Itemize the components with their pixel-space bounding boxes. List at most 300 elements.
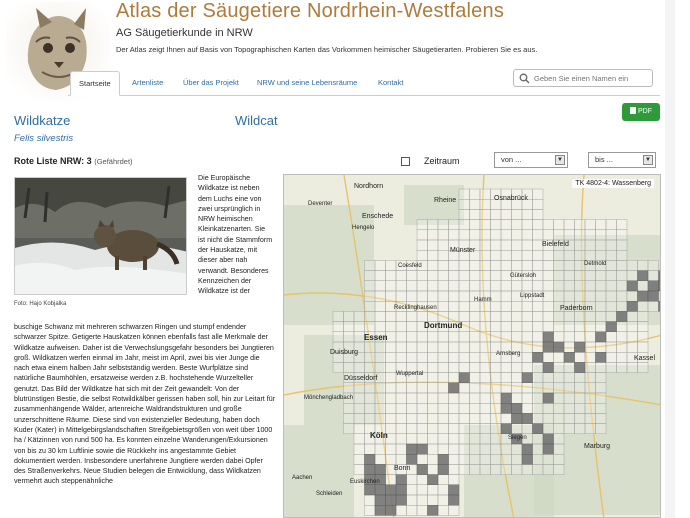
grid-cell xyxy=(417,393,428,403)
tab-kontakt[interactable]: Kontakt xyxy=(378,78,404,87)
grid-cell xyxy=(428,362,439,372)
grid-cell xyxy=(585,352,596,362)
grid-cell xyxy=(564,311,575,321)
grid-cell xyxy=(386,342,397,352)
grid-cell xyxy=(554,403,565,413)
grid-cell xyxy=(491,209,502,219)
tab-nrw-lebensraeume[interactable]: NRW und seine Lebensräume xyxy=(257,78,358,87)
grid-cell xyxy=(491,291,502,301)
occurrence-cell xyxy=(501,393,512,403)
grid-cell xyxy=(575,230,586,240)
tab-artenliste[interactable]: Artenliste xyxy=(132,78,164,87)
grid-cell xyxy=(596,311,607,321)
grid-cell xyxy=(386,260,397,270)
grid-cell xyxy=(554,413,565,423)
occurrence-cell xyxy=(512,403,523,413)
grid-cell xyxy=(596,413,607,423)
search-icon[interactable] xyxy=(519,73,530,84)
grid-cell xyxy=(459,393,470,403)
grid-cell xyxy=(386,444,397,454)
grid-cell xyxy=(375,352,386,362)
grid-cell xyxy=(543,281,554,291)
grid-cell xyxy=(438,362,449,372)
grid-cell xyxy=(438,413,449,423)
terrain-patch xyxy=(284,425,354,518)
occurrence-cell xyxy=(375,485,386,495)
map-city-label: Coesfeld xyxy=(398,263,422,269)
grid-cell xyxy=(396,434,407,444)
map-city-label: Aachen xyxy=(292,475,313,481)
grid-cell xyxy=(459,413,470,423)
occurrence-cell xyxy=(396,495,407,505)
map-city-label: Gütersloh xyxy=(510,273,537,279)
redlist-label: Rote Liste NRW: 3 xyxy=(14,156,92,166)
to-select[interactable] xyxy=(588,152,656,168)
grid-cell xyxy=(501,322,512,332)
species-text-main: buschige Schwanz mit mehreren schwarzen Ringen und stumpf endender schwarzer Spitze. Getigerte Hauskatzen können ebenfalls fast alle Merkmale der Wildkatze aufweisen. Daher ist die Verwechslungsgefahr besonders bei Jungtieren groß. Wildkatzen werfen einmal im Jahr, meist im April, zwei bis vier Junge die nach etwa einem halben Jahr selbstständig werden. Beste Wurfplätze sind natürliche Baumhöhlen, ersatzweise werden z.B. hochstehende Wurzelteller genutzt. Das Bild der Wildkatze hat sich mit der Zeit gewandelt: Von der blutrünstigen Bestie, die selbst Rotwildkälber gerissen haben soll, hin zur Leitart für zusammenhängende Wälder, artenreiche Waldrandstrukturen und große unzerschnittene Räume. Diese sind von existenzieller Bedeutung, haben doch Kuder (Kater) in Mittelgebirgslandschaften Streifgebietsgrößen von weit über 1000 ha / Kätzinnen von rund 500 ha. Es konnten einzelne Wanderungen/Exkursionen von bis zu 30 km Luftlinie sowie die Rückkehr ins angestammte Gebiet dokumentiert werden. Insbesondere unerfahrene Jungtiere werden dabei Opfer des Straßenverkehrs. Neue Studien belegen die Entwicklung, dass Wildkatzen vermehrt auch steppenähnliche xyxy=(14,323,276,486)
grid-cell xyxy=(501,250,512,260)
grid-cell xyxy=(522,383,533,393)
grid-cell xyxy=(449,291,460,301)
grid-cell xyxy=(554,332,565,342)
grid-cell xyxy=(428,332,439,342)
grid-cell xyxy=(480,424,491,434)
grid-cell xyxy=(417,424,428,434)
grid-cell xyxy=(554,373,565,383)
grid-cell xyxy=(417,230,428,240)
grid-cell xyxy=(470,199,481,209)
grid-cell xyxy=(386,352,397,362)
map-city-label: Deventer xyxy=(308,201,333,207)
grid-cell xyxy=(585,291,596,301)
grid-cell xyxy=(365,311,376,321)
grid-cell xyxy=(459,301,470,311)
grid-cell xyxy=(375,291,386,301)
grid-cell xyxy=(407,495,418,505)
grid-cell xyxy=(617,322,628,332)
from-select[interactable] xyxy=(494,152,568,168)
grid-cell xyxy=(449,424,460,434)
grid-cell xyxy=(543,260,554,270)
grid-cell xyxy=(428,352,439,362)
grid-cell xyxy=(501,240,512,250)
occurrence-cell xyxy=(575,362,586,372)
grid-cell xyxy=(533,362,544,372)
grid-cell xyxy=(344,424,355,434)
grid-cell xyxy=(554,260,565,270)
grid-cell xyxy=(375,271,386,281)
grid-cell xyxy=(596,301,607,311)
map-city-label: Paderborn xyxy=(560,305,593,312)
grid-cell xyxy=(365,281,376,291)
grid-cell xyxy=(564,424,575,434)
grid-cell xyxy=(480,240,491,250)
grid-cell xyxy=(554,230,565,240)
occurrence-cell xyxy=(533,424,544,434)
grid-cell xyxy=(596,424,607,434)
occurrence-cell xyxy=(501,424,512,434)
grid-cell xyxy=(606,311,617,321)
grid-cell xyxy=(428,403,439,413)
chevron-down-icon[interactable]: ▼ xyxy=(643,155,653,165)
grid-cell xyxy=(407,271,418,281)
grid-cell xyxy=(575,383,586,393)
grid-cell xyxy=(407,342,418,352)
grid-cell xyxy=(480,230,491,240)
grid-cell xyxy=(428,413,439,423)
grid-cell xyxy=(438,301,449,311)
grid-cell xyxy=(386,291,397,301)
grid-cell xyxy=(365,271,376,281)
grid-cell xyxy=(354,322,365,332)
distribution-map[interactable] xyxy=(283,174,661,518)
map-city-label: Osnabrück xyxy=(494,195,528,202)
grid-cell xyxy=(554,434,565,444)
grid-cell xyxy=(417,220,428,230)
grid-cell xyxy=(533,342,544,352)
occurrence-cell xyxy=(564,352,575,362)
occurrence-cell xyxy=(396,485,407,495)
grid-cell xyxy=(617,250,628,260)
grid-cell xyxy=(386,393,397,403)
occurrence-cell xyxy=(407,454,418,464)
grid-cell xyxy=(564,383,575,393)
grid-cell xyxy=(333,311,344,321)
grid-cell xyxy=(428,230,439,240)
occurrence-cell xyxy=(438,454,449,464)
grid-cell xyxy=(554,424,565,434)
grid-cell xyxy=(533,403,544,413)
grid-cell xyxy=(407,383,418,393)
grid-cell xyxy=(585,230,596,240)
grid-cell xyxy=(585,332,596,342)
grid-cell xyxy=(585,240,596,250)
grid-cell xyxy=(354,434,365,444)
grid-cell xyxy=(522,403,533,413)
grid-cell xyxy=(596,322,607,332)
grid-cell xyxy=(438,271,449,281)
occurrence-cell xyxy=(543,362,554,372)
grid-cell xyxy=(459,424,470,434)
grid-cell xyxy=(470,311,481,321)
grid-cell xyxy=(575,373,586,383)
grid-cell xyxy=(585,220,596,230)
map-city-label: Detmold xyxy=(584,261,607,267)
grid-cell xyxy=(585,322,596,332)
grid-cell xyxy=(428,281,439,291)
grid-cell xyxy=(354,444,365,454)
zeitraum-label: Zeitraum xyxy=(424,156,460,166)
grid-cell xyxy=(533,199,544,209)
map-city-label: Kassel xyxy=(634,355,656,362)
grid-cell xyxy=(564,342,575,352)
grid-cell xyxy=(501,311,512,321)
grid-cell xyxy=(365,495,376,505)
grid-cell xyxy=(606,352,617,362)
grid-cell xyxy=(617,342,628,352)
grid-cell xyxy=(575,424,586,434)
grid-cell xyxy=(522,393,533,403)
grid-cell xyxy=(522,260,533,270)
grid-cell xyxy=(438,485,449,495)
map-city-label: Hamm xyxy=(474,297,492,303)
grid-cell xyxy=(396,393,407,403)
grid-cell xyxy=(575,220,586,230)
grid-cell xyxy=(512,281,523,291)
chevron-down-icon[interactable]: ▼ xyxy=(555,155,565,165)
grid-cell xyxy=(564,271,575,281)
grid-cell xyxy=(564,393,575,403)
grid-cell xyxy=(354,362,365,372)
grid-cell xyxy=(386,403,397,413)
grid-cell xyxy=(375,393,386,403)
wildcat-photo-image xyxy=(15,178,187,295)
grid-cell xyxy=(396,424,407,434)
grid-cell xyxy=(438,250,449,260)
grid-cell xyxy=(459,383,470,393)
grid-cell xyxy=(365,301,376,311)
occurrence-cell xyxy=(638,271,649,281)
occurrence-cell xyxy=(522,444,533,454)
grid-cell xyxy=(585,393,596,403)
grid-cell xyxy=(596,393,607,403)
grid-cell xyxy=(428,424,439,434)
grid-cell xyxy=(459,403,470,413)
grid-cell xyxy=(554,322,565,332)
grid-cell xyxy=(354,424,365,434)
grid-cell xyxy=(512,230,523,240)
grid-cell xyxy=(344,311,355,321)
grid-cell xyxy=(365,291,376,301)
grid-cell xyxy=(459,434,470,444)
grid-cell xyxy=(354,403,365,413)
grid-cell xyxy=(396,311,407,321)
grid-cell xyxy=(407,424,418,434)
grid-cell xyxy=(428,383,439,393)
grid-cell xyxy=(533,454,544,464)
grid-cell xyxy=(480,311,491,321)
grid-cell xyxy=(575,393,586,403)
grid-cell xyxy=(470,424,481,434)
grid-cell xyxy=(470,281,481,291)
grid-cell xyxy=(407,434,418,444)
grid-cell xyxy=(533,393,544,403)
grid-cell xyxy=(417,250,428,260)
grid-cell xyxy=(522,311,533,321)
grid-cell xyxy=(512,373,523,383)
grid-cell xyxy=(554,362,565,372)
occurrence-cell xyxy=(627,281,638,291)
grid-cell xyxy=(438,281,449,291)
grid-cell xyxy=(396,332,407,342)
grid-cell xyxy=(533,434,544,444)
page-scrollbar[interactable] xyxy=(665,0,675,518)
grid-cell xyxy=(417,281,428,291)
grid-cell xyxy=(638,311,649,321)
grid-cell xyxy=(501,260,512,270)
grid-cell xyxy=(407,352,418,362)
grid-cell xyxy=(617,230,628,240)
grid-cell xyxy=(438,393,449,403)
grid-cell xyxy=(564,362,575,372)
grid-cell xyxy=(438,240,449,250)
grid-cell xyxy=(606,271,617,281)
grid-cell xyxy=(480,373,491,383)
search-input[interactable] xyxy=(534,71,648,85)
occurrence-cell xyxy=(438,464,449,474)
grid-cell xyxy=(638,342,649,352)
grid-cell xyxy=(480,352,491,362)
grid-cell xyxy=(333,362,344,372)
grid-cell xyxy=(375,362,386,372)
grid-cell xyxy=(386,362,397,372)
map-canvas[interactable] xyxy=(284,175,661,518)
species-text-side: Die Europäische Wildkatze ist neben dem Luchs eine von zwei ursprünglich in NRW heimischen Kleinkatzenarten. Sie ist nicht die Stammform der Hauskatze, mit dieser aber nah verwandt. Besonderes Kennzeichen der Wildkatze ist der xyxy=(198,174,273,296)
occurrence-cell xyxy=(386,495,397,505)
grid-cell xyxy=(459,230,470,240)
map-tile-label: TK 4802-4: Wassenberg xyxy=(572,179,654,188)
grid-cell xyxy=(638,322,649,332)
occurrence-cell xyxy=(459,373,470,383)
tab-ueber-das-projekt[interactable]: Über das Projekt xyxy=(183,78,239,87)
grid-cell xyxy=(596,373,607,383)
grid-cell xyxy=(491,240,502,250)
grid-cell xyxy=(512,301,523,311)
grid-cell xyxy=(480,250,491,260)
grid-cell xyxy=(470,332,481,342)
grid-cell xyxy=(407,322,418,332)
grid-cell xyxy=(596,220,607,230)
grid-cell xyxy=(491,220,502,230)
grid-cell xyxy=(470,403,481,413)
grid-cell xyxy=(386,383,397,393)
grid-cell xyxy=(543,250,554,260)
grid-cell xyxy=(522,362,533,372)
grid-cell xyxy=(554,271,565,281)
grid-cell xyxy=(596,250,607,260)
grid-cell xyxy=(617,362,628,372)
grid-cell xyxy=(365,403,376,413)
grid-cell xyxy=(491,301,502,311)
zeitraum-checkbox[interactable] xyxy=(401,157,410,166)
grid-cell xyxy=(575,291,586,301)
occurrence-cell xyxy=(375,495,386,505)
grid-cell xyxy=(438,434,449,444)
grid-cell xyxy=(575,240,586,250)
grid-cell xyxy=(606,332,617,342)
map-city-label: Hengelo xyxy=(352,225,375,231)
grid-cell xyxy=(396,291,407,301)
grid-cell xyxy=(543,352,554,362)
grid-cell xyxy=(522,424,533,434)
grid-cell xyxy=(543,464,554,474)
pdf-button[interactable] xyxy=(622,103,660,121)
occurrence-cell xyxy=(375,505,386,515)
grid-cell xyxy=(596,403,607,413)
map-city-label: Köln xyxy=(370,431,388,440)
grid-cell xyxy=(543,322,554,332)
grid-cell xyxy=(333,332,344,342)
grid-cell xyxy=(638,362,649,372)
grid-cell xyxy=(470,434,481,444)
grid-cell xyxy=(554,393,565,403)
grid-cell xyxy=(585,424,596,434)
grid-cell xyxy=(522,250,533,260)
grid-cell xyxy=(491,260,502,270)
grid-cell xyxy=(627,271,638,281)
occurrence-cell xyxy=(522,413,533,423)
map-city-label: Arnsberg xyxy=(496,351,521,357)
from-select-value: von ... xyxy=(501,155,522,164)
grid-cell xyxy=(606,220,617,230)
grid-cell xyxy=(522,342,533,352)
grid-cell xyxy=(512,332,523,342)
grid-cell xyxy=(522,240,533,250)
grid-cell xyxy=(428,434,439,444)
grid-cell xyxy=(638,281,649,291)
grid-cell xyxy=(480,383,491,393)
occurrence-cell xyxy=(417,444,428,454)
grid-cell xyxy=(428,444,439,454)
grid-cell xyxy=(344,322,355,332)
grid-cell xyxy=(480,444,491,454)
grid-cell xyxy=(470,209,481,219)
site-title: Atlas der Säugetiere Nordrhein-Westfalens xyxy=(116,0,505,22)
grid-cell xyxy=(522,352,533,362)
grid-cell xyxy=(533,189,544,199)
grid-cell xyxy=(375,342,386,352)
grid-cell xyxy=(627,342,638,352)
grid-cell xyxy=(522,220,533,230)
grid-cell xyxy=(606,230,617,240)
grid-cell xyxy=(512,240,523,250)
species-name-german: Wildkatze xyxy=(14,113,71,128)
grid-cell xyxy=(575,250,586,260)
grid-cell xyxy=(617,332,628,342)
grid-cell xyxy=(428,240,439,250)
grid-cell xyxy=(543,424,554,434)
grid-cell xyxy=(554,352,565,362)
grid-cell xyxy=(470,342,481,352)
grid-cell xyxy=(585,403,596,413)
grid-cell xyxy=(522,332,533,342)
grid-cell xyxy=(554,383,565,393)
grid-cell xyxy=(564,413,575,423)
grid-cell xyxy=(491,434,502,444)
tab-startseite[interactable]: Startseite xyxy=(70,71,120,96)
grid-cell xyxy=(533,413,544,423)
grid-cell xyxy=(564,332,575,342)
grid-cell xyxy=(365,393,376,403)
grid-cell xyxy=(428,485,439,495)
grid-cell xyxy=(585,383,596,393)
grid-cell xyxy=(606,362,617,372)
grid-cell xyxy=(491,271,502,281)
grid-cell xyxy=(554,464,565,474)
grid-cell xyxy=(638,260,649,270)
grid-cell xyxy=(575,271,586,281)
grid-cell xyxy=(543,220,554,230)
grid-cell xyxy=(522,281,533,291)
grid-cell xyxy=(354,464,365,474)
grid-cell xyxy=(480,220,491,230)
occurrence-cell xyxy=(365,464,376,474)
grid-cell xyxy=(459,199,470,209)
grid-cell xyxy=(344,413,355,423)
grid-cell xyxy=(606,240,617,250)
grid-cell xyxy=(396,383,407,393)
grid-cell xyxy=(375,444,386,454)
